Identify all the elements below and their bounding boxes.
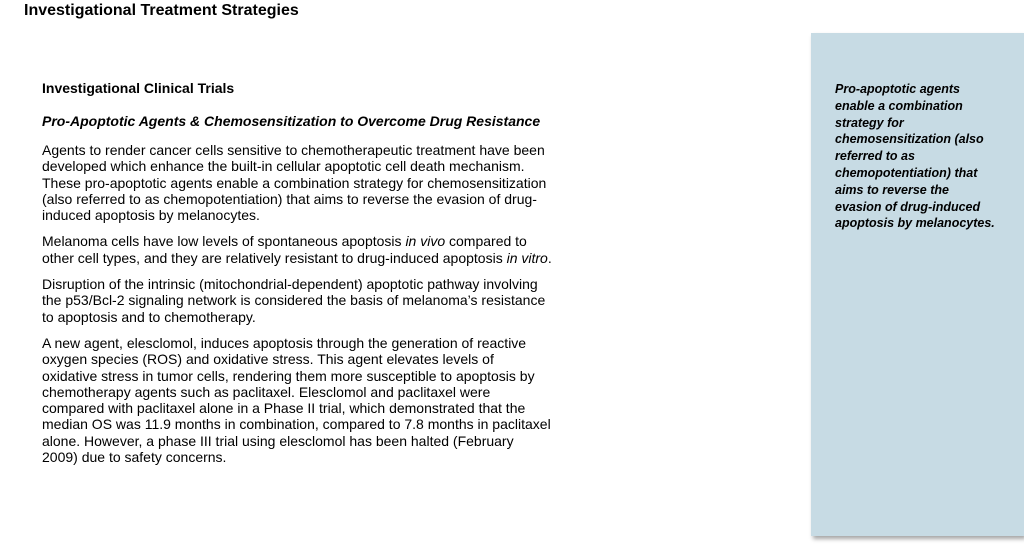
italic-term: in vitro bbox=[506, 249, 548, 266]
paragraph-text: compared to other cell types, and they are relatively resistant to drug-induced apoptosis bbox=[42, 233, 527, 266]
callout-text: Pro-apoptotic agents enable a combination strategy for chemosensitization (also referred to as chemopotentiation) that aims to reverse the evasion of drug-induced apoptosis by melanocytes. bbox=[835, 82, 995, 231]
callout-box bbox=[811, 33, 1024, 536]
paragraph-disruption: Disruption of the intrinsic (mitochondrial-dependent) apoptotic pathway involving the p53/Bcl-2 signaling network is considered the basis of melanoma’s resistance to apoptosis and to chemotherapy. bbox=[42, 276, 546, 325]
paragraph-text: Melanoma cells have low levels of spontaneous apoptosis bbox=[42, 233, 406, 250]
italic-term: in vivo bbox=[405, 233, 446, 250]
paragraph-melanoma-cells bbox=[42, 233, 552, 266]
section-title: Investigational Clinical Trials bbox=[42, 80, 235, 96]
subsection-title: Pro-Apoptotic Agents & Chemosensitization to Overcome Drug Resistance bbox=[42, 113, 541, 129]
paragraph-agents: Agents to render cancer cells sensitive to chemotherapeutic treatment have been developed which enhance the built-in cellular apoptotic cell death mechanism. These pro-apoptotic agents enable a combination strategy for chemosensitization (also referred to as chemopotentiation) that aims to reverse the evasion of drug-induced apoptosis by melanocytes. bbox=[42, 142, 547, 224]
paragraph-elesclomol: A new agent, elesclomol, induces apoptosis through the generation of reactive oxygen species (ROS) and oxidative stress. This agent elevates levels of oxidative stress in tumor cells, rendering them more susceptible to apoptosis by chemotherapy agents such as paclitaxel. Elesclomol and paclitaxel were compared with paclitaxel alone in a Phase II trial, which demonstrated that the median OS was 11.9 months in combination, compared to 7.8 months in paclitaxel alone. However, a phase III trial using elesclomol has been halted (February 2009) due to safety concerns. bbox=[42, 334, 551, 466]
page-title: Investigational Treatment Strategies bbox=[24, 2, 299, 19]
paragraph-text: . bbox=[547, 249, 552, 266]
main-content bbox=[42, 80, 552, 475]
